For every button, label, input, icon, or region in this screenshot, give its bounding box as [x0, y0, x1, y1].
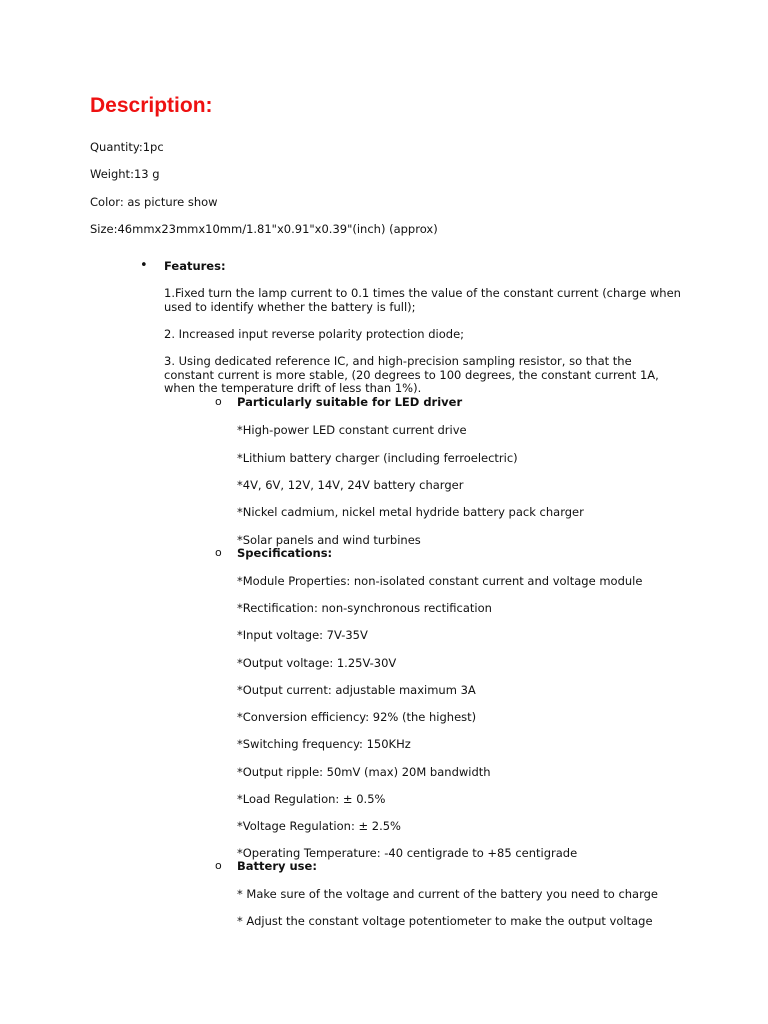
spec-item: *Output current: adjustable maximum 3A: [237, 683, 476, 697]
battery-item: * Make sure of the voltage and current of the battery you need to charge: [237, 887, 659, 901]
sub-bullet-icon: o: [215, 395, 222, 408]
page-title: Description:: [90, 94, 213, 117]
led-item: *High-power LED constant current drive: [237, 423, 467, 437]
led-item: *Nickel cadmium, nickel metal hydride battery pack charger: [237, 505, 584, 519]
battery-item: * Adjust the constant voltage potentiometer to make the output voltage: [237, 914, 653, 928]
battery-heading: Battery use:: [237, 859, 317, 873]
spec-item: *Switching frequency: 150KHz: [237, 737, 411, 751]
spec-item: *Output voltage: 1.25V-30V: [237, 656, 397, 670]
feature-item: 3. Using dedicated reference IC, and high-precision sampling resistor, so that the constant current is more stable, (20 degrees to 100 degrees, the constant current 1A, when the temperature drift of less than 1%).: [164, 354, 659, 395]
specs-heading: Specifications:: [237, 546, 333, 560]
led-item: *4V, 6V, 12V, 14V, 24V battery charger: [237, 478, 464, 492]
spec-item: *Module Properties: non-isolated constant current and voltage module: [237, 574, 643, 588]
feature-item: 2. Increased input reverse polarity protection diode;: [164, 327, 465, 341]
spec-item: *Load Regulation: ± 0.5%: [237, 792, 386, 806]
led-heading: Particularly suitable for LED driver: [237, 395, 463, 409]
features-heading: Features:: [164, 259, 226, 273]
spec-item: *Input voltage: 7V-35V: [237, 628, 368, 642]
weight-text: Weight:13 g: [90, 167, 160, 181]
spec-item: *Output ripple: 50mV (max) 20M bandwidth: [237, 765, 491, 779]
size-text: Size:46mmx23mmx10mm/1.81"x0.91"x0.39"(inch) (approx): [90, 222, 438, 236]
quantity-text: Quantity:1pc: [90, 140, 164, 154]
led-item: *Solar panels and wind turbines: [237, 533, 421, 547]
spec-item: *Operating Temperature: -40 centigrade to +85 centigrade: [237, 846, 578, 860]
spec-item: *Rectification: non-synchronous rectification: [237, 601, 492, 615]
bullet-icon: •: [140, 258, 148, 273]
spec-item: *Voltage Regulation: ± 2.5%: [237, 819, 401, 833]
spec-item: *Conversion efficiency: 92% (the highest): [237, 710, 477, 724]
color-text: Color: as picture show: [90, 195, 218, 209]
sub-bullet-icon: o: [215, 859, 222, 872]
feature-item: 1.Fixed turn the lamp current to 0.1 times the value of the constant current (charge when used to identify whether the battery is full);: [164, 286, 681, 314]
led-item: *Lithium battery charger (including ferroelectric): [237, 451, 518, 465]
sub-bullet-icon: o: [215, 546, 222, 559]
